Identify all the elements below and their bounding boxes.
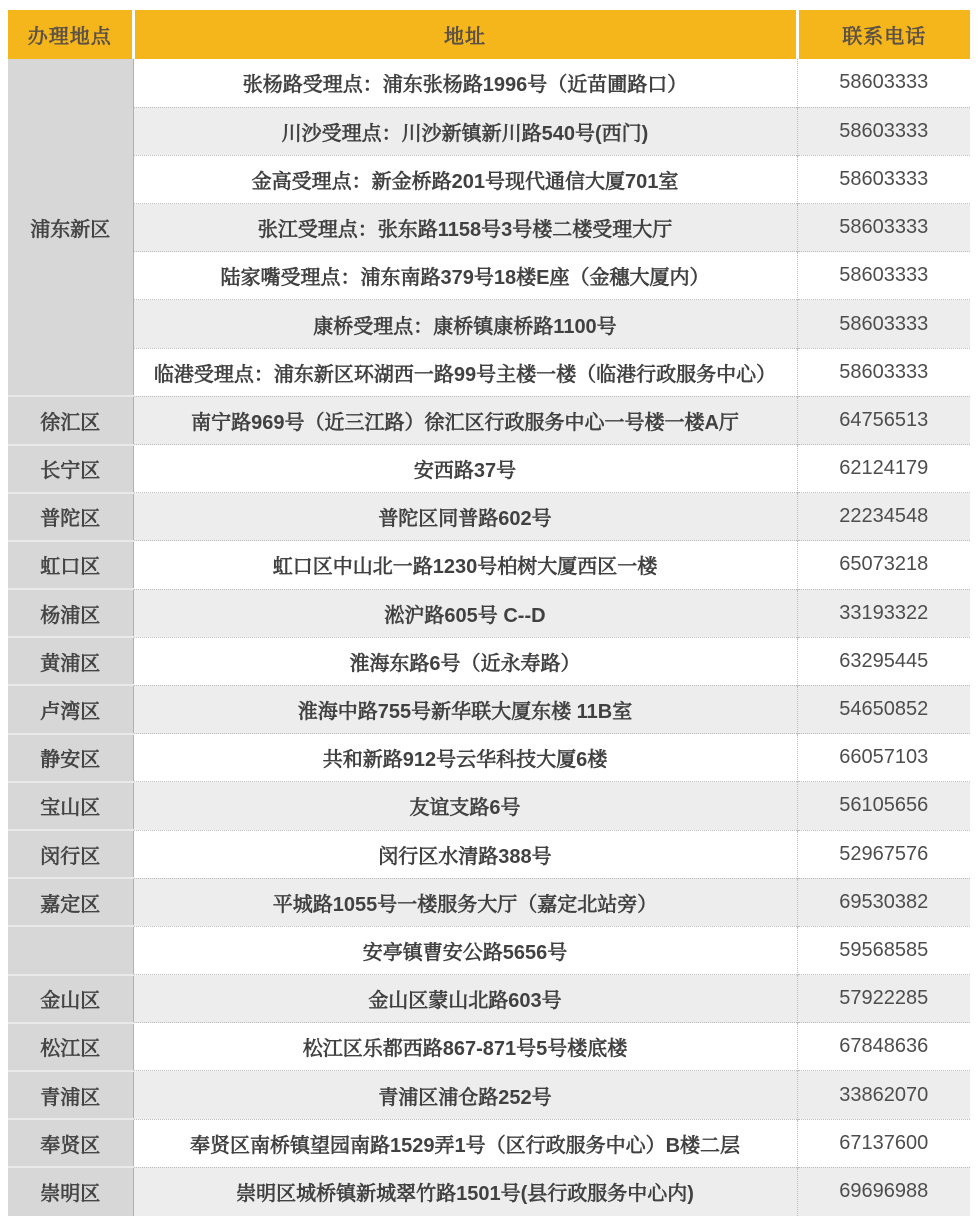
- service-locations-table: [8, 10, 970, 1216]
- district-cell: 青浦区: [8, 1071, 133, 1119]
- table-row: [8, 204, 970, 252]
- table-row: [8, 493, 970, 541]
- phone-cell: 67137600: [797, 1119, 970, 1167]
- phone-cell: 64756513: [797, 396, 970, 444]
- table-row: [8, 396, 970, 444]
- phone-cell: 67848636: [797, 1023, 970, 1071]
- table-row: [8, 348, 970, 396]
- address-cell: 虹口区中山北一路1230号柏树大厦西区一楼: [133, 541, 797, 589]
- address-cell: 安西路37号: [133, 445, 797, 493]
- district-cell: 长宁区: [8, 445, 133, 493]
- phone-cell: 58603333: [797, 107, 970, 155]
- address-cell: 普陀区同普路602号: [133, 493, 797, 541]
- table-row: [8, 1119, 970, 1167]
- district-cell: 卢湾区: [8, 685, 133, 733]
- table-row: [8, 734, 970, 782]
- phone-cell: 57922285: [797, 975, 970, 1023]
- table-row: [8, 252, 970, 300]
- district-cell: 徐汇区: [8, 396, 133, 444]
- phone-cell: 69530382: [797, 878, 970, 926]
- table-row: [8, 685, 970, 733]
- district-cell: 奉贤区: [8, 1119, 133, 1167]
- table-row: [8, 541, 970, 589]
- phone-cell: 52967576: [797, 830, 970, 878]
- address-cell: 张江受理点：张东路1158号3号楼二楼受理大厅: [133, 204, 797, 252]
- phone-cell: 63295445: [797, 637, 970, 685]
- address-cell: 安亭镇曹安公路5656号: [133, 926, 797, 974]
- table-row: [8, 300, 970, 348]
- district-cell: [8, 926, 133, 974]
- district-cell: 崇明区: [8, 1167, 133, 1215]
- address-cell: 淮海东路6号（近永寿路）: [133, 637, 797, 685]
- phone-cell: 56105656: [797, 782, 970, 830]
- phone-cell: 58603333: [797, 155, 970, 203]
- address-cell: 松江区乐都西路867-871号5号楼底楼: [133, 1023, 797, 1071]
- district-cell: 黄浦区: [8, 637, 133, 685]
- table-row: [8, 155, 970, 203]
- table-row: [8, 926, 970, 974]
- table-row: [8, 782, 970, 830]
- phone-cell: 58603333: [797, 204, 970, 252]
- district-cell: 杨浦区: [8, 589, 133, 637]
- address-cell: 康桥受理点：康桥镇康桥路1100号: [133, 300, 797, 348]
- district-cell: 松江区: [8, 1023, 133, 1071]
- table-row: [8, 637, 970, 685]
- district-cell: 普陀区: [8, 493, 133, 541]
- table-row: [8, 830, 970, 878]
- phone-cell: 33193322: [797, 589, 970, 637]
- address-cell: 金山区蒙山北路603号: [133, 975, 797, 1023]
- district-cell: 浦东新区: [8, 59, 133, 396]
- phone-cell: 22234548: [797, 493, 970, 541]
- table-row: [8, 445, 970, 493]
- phone-cell: 58603333: [797, 252, 970, 300]
- address-cell: 淞沪路605号 C--D: [133, 589, 797, 637]
- phone-cell: 33862070: [797, 1071, 970, 1119]
- address-cell: 金高受理点：新金桥路201号现代通信大厦701室: [133, 155, 797, 203]
- phone-cell: 54650852: [797, 685, 970, 733]
- address-cell: 友谊支路6号: [133, 782, 797, 830]
- phone-cell: 59568585: [797, 926, 970, 974]
- address-cell: 淮海中路755号新华联大厦东楼 11B室: [133, 685, 797, 733]
- phone-cell: 66057103: [797, 734, 970, 782]
- address-cell: 闵行区水清路388号: [133, 830, 797, 878]
- phone-cell: 58603333: [797, 300, 970, 348]
- district-cell: 静安区: [8, 734, 133, 782]
- table-row: [8, 1023, 970, 1071]
- district-cell: 宝山区: [8, 782, 133, 830]
- table-row: [8, 589, 970, 637]
- district-cell: 金山区: [8, 975, 133, 1023]
- address-cell: 奉贤区南桥镇望园南路1529弄1号（区行政服务中心）B楼二层: [133, 1119, 797, 1167]
- header-address: 地址: [133, 10, 797, 59]
- phone-cell: 65073218: [797, 541, 970, 589]
- address-cell: 青浦区浦仓路252号: [133, 1071, 797, 1119]
- phone-cell: 62124179: [797, 445, 970, 493]
- address-cell: 张杨路受理点：浦东张杨路1996号（近苗圃路口）: [133, 59, 797, 107]
- district-cell: 虹口区: [8, 541, 133, 589]
- header-row: [8, 10, 970, 59]
- table-row: [8, 975, 970, 1023]
- address-cell: 川沙受理点：川沙新镇新川路540号(西门): [133, 107, 797, 155]
- table-row: [8, 1167, 970, 1215]
- address-cell: 临港受理点：浦东新区环湖西一路99号主楼一楼（临港行政服务中心）: [133, 348, 797, 396]
- table-row: [8, 59, 970, 107]
- address-cell: 平城路1055号一楼服务大厅（嘉定北站旁）: [133, 878, 797, 926]
- table-body: [8, 59, 970, 1216]
- address-cell: 共和新路912号云华科技大厦6楼: [133, 734, 797, 782]
- address-cell: 陆家嘴受理点：浦东南路379号18楼E座（金穗大厦内）: [133, 252, 797, 300]
- table-row: [8, 1071, 970, 1119]
- table-row: [8, 107, 970, 155]
- address-cell: 崇明区城桥镇新城翠竹路1501号(县行政服务中心内): [133, 1167, 797, 1215]
- table-row: [8, 878, 970, 926]
- header-location: 办理地点: [8, 10, 133, 59]
- address-cell: 南宁路969号（近三江路）徐汇区行政服务中心一号楼一楼A厅: [133, 396, 797, 444]
- phone-cell: 58603333: [797, 348, 970, 396]
- phone-cell: 69696988: [797, 1167, 970, 1215]
- district-cell: 闵行区: [8, 830, 133, 878]
- phone-cell: 58603333: [797, 59, 970, 107]
- header-phone: 联系电话: [797, 10, 970, 59]
- district-cell: 嘉定区: [8, 878, 133, 926]
